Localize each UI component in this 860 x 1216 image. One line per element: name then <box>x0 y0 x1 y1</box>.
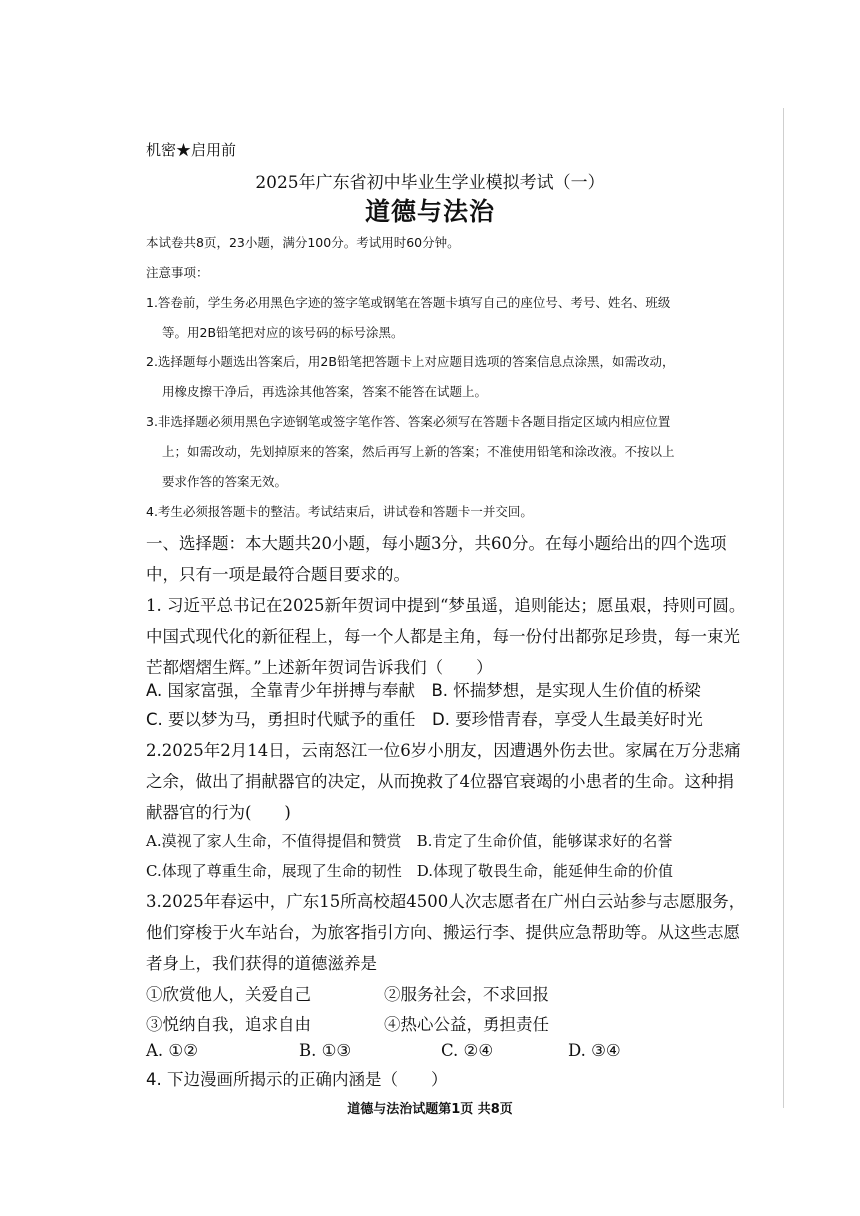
q3-stem: 者身上，我们获得的道德滋养是 <box>146 954 377 973</box>
note-line: 上；如需改动，先划掉原来的答案，然后再写上新的答案；不准使用铅笔和涂改液。不按以上 <box>162 444 675 459</box>
q2-option-row: C.体现了尊重生命，展现了生命的韧性 D.体现了敬畏生命，能延伸生命的价值 <box>146 862 673 880</box>
q3-item: ②服务社会，不求回报 <box>384 985 549 1004</box>
section-heading: 一、选择题：本大题共20小题，每小题3分，共60分。在每小题给出的四个选项 <box>146 534 727 553</box>
q3-item: ④热心公益，勇担责任 <box>384 1015 549 1034</box>
q3-stem: 他们穿梭于火车站台，为旅客指引方向、搬运行李、提供应急帮助等。从这些志愿 <box>146 923 740 942</box>
confidential-label: 机密★启用前 <box>146 141 237 159</box>
note-line: 1.答卷前，学生务必用黑色字迹的签字笔或钢笔在答题卡填写自己的座位号、考号、姓名、班级 <box>146 295 671 310</box>
subject-title: 道德与法治 <box>364 197 495 226</box>
q2-stem: 2.2025年2月14日，云南怒江一位6岁小朋友，因遭遇外伤去世。家属在万分悲痛 <box>146 741 741 760</box>
note-line: 等。用2B铅笔把对应的该号码的标号涂黑。 <box>162 325 404 340</box>
exam-title: 2025年广东省初中毕业生学业模拟考试（一） <box>255 173 605 193</box>
q3-choice: C. ②④ <box>441 1041 494 1060</box>
notes-title: 注意事项： <box>146 265 209 280</box>
q2-stem: 献器官的行为( ) <box>146 803 291 822</box>
exam-intro: 本试卷共8页，23小题，满分100分。考试用时60分钟。 <box>146 235 460 250</box>
note-line: 2.选择题每小题选出答案后，用2B铅笔把答题卡上对应题目选项的答案信息点涂黑，如需改动， <box>146 354 675 369</box>
q2-option-row: A.漠视了家人生命，不值得提倡和赞赏 B.肯定了生命价值，能够谋求好的名誉 <box>146 832 673 850</box>
q3-choice: A. ①② <box>146 1041 198 1060</box>
q1-option-row: C. 要以梦为马，勇担时代赋予的重任 D. 要珍惜青春，享受人生最美好时光 <box>146 710 703 729</box>
q1-option-row: A. 国家富强，全靠青少年拼搏与奉献 B. 怀揣梦想，是实现人生价值的桥梁 <box>146 681 701 700</box>
page-footer: 道德与法治试题第1页 共8页 <box>347 1102 513 1117</box>
note-line: 要求作答的答案无效。 <box>162 474 288 489</box>
q3-choice: B. ①③ <box>299 1041 352 1060</box>
q3-choice: D. ③④ <box>568 1041 621 1060</box>
section-heading: 中，只有一项是最符合题目要求的。 <box>146 565 410 584</box>
q2-stem: 之余，做出了捐献器官的决定，从而挽救了4位器官衰竭的小患者的生命。这种捐 <box>146 772 734 791</box>
q1-stem: 中国式现代化的新征程上，每一个人都是主角，每一份付出都弥足珍贵，每一束光 <box>146 627 740 646</box>
note-line: 用橡皮擦干净后，再选涂其他答案，答案不能答在试题上。 <box>162 384 488 399</box>
q4-stem: 4. 下边漫画所揭示的正确内涵是（ ） <box>146 1070 448 1089</box>
q3-item: ①欣赏他人，关爱自己 <box>146 985 311 1004</box>
q3-item: ③悦纳自我，追求自由 <box>146 1015 311 1034</box>
q1-stem: 芒都熠熠生辉。”上述新年贺词告诉我们（ ） <box>146 658 493 677</box>
q1-stem: 1. 习近平总书记在2025新年贺词中提到“梦虽遥，追则能达；愿虽艰，持则可圆。 <box>146 596 746 615</box>
note-line: 4.考生必须报答题卡的整洁。考试结束后，讲试卷和答题卡一并交回。 <box>146 504 533 519</box>
q3-stem: 3.2025年春运中，广东15所高校超4500人次志愿者在广州白云站参与志愿服务， <box>146 892 746 911</box>
note-line: 3.非选择题必须用黑色字迹钢笔或签字笔作答、答案必须写在答题卡各题目指定区域内相应位置 <box>146 414 671 429</box>
